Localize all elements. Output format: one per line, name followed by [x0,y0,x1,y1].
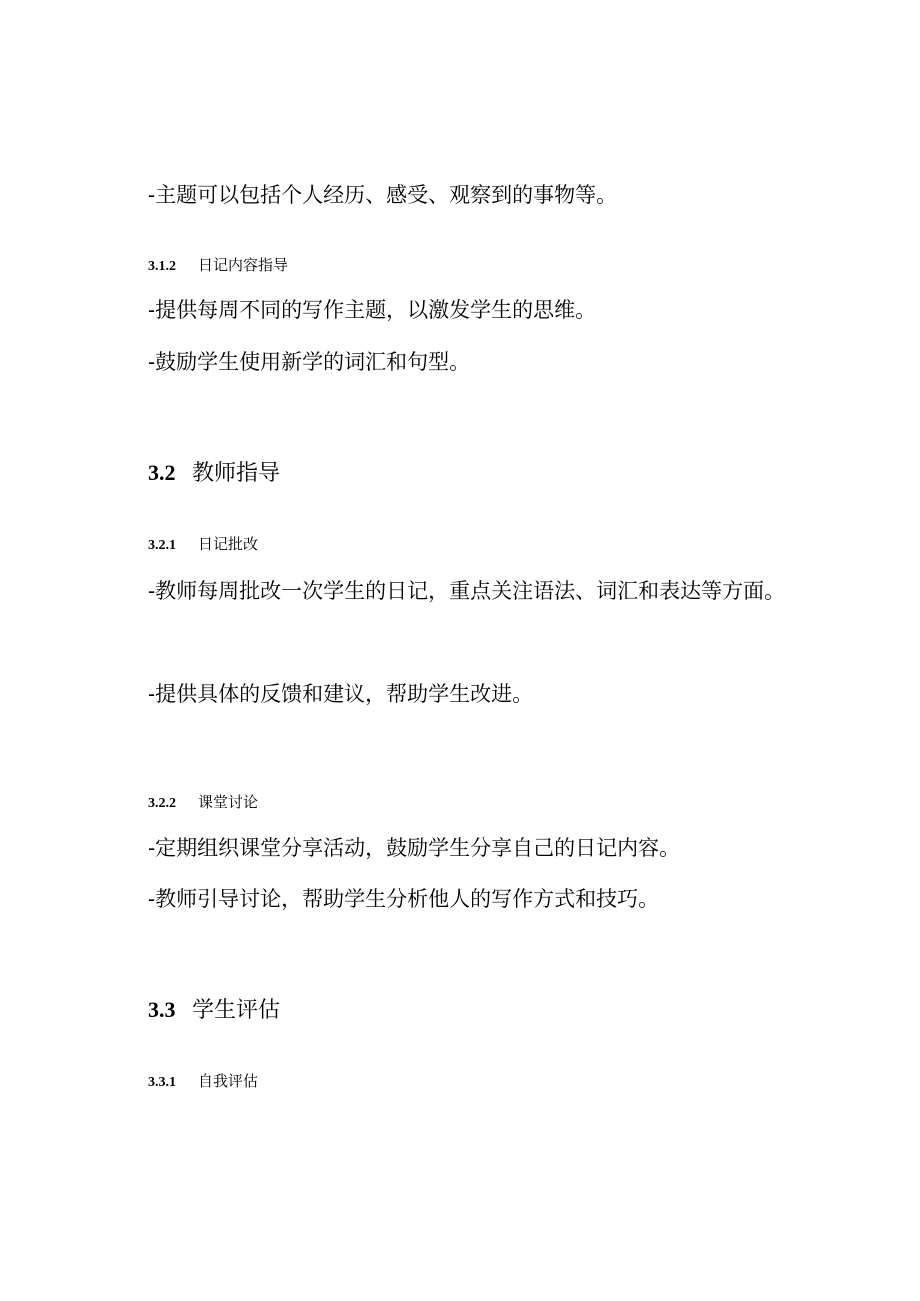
heading-3-3 [148,995,280,1026]
paragraph-topic-scope: -主题可以包括个人经历、感受、观察到的事物等。 [148,183,618,207]
heading-title: 学生评估 [192,998,281,1023]
heading-title: 日记内容指导 [198,256,289,274]
heading-3-1-2 [148,254,288,278]
heading-number: 3.1.2 [148,259,176,274]
heading-3-2-1 [148,533,258,557]
heading-number: 3.2.1 [148,538,176,553]
heading-3-3-1 [148,1070,258,1094]
heading-number: 3.2.2 [148,796,176,811]
heading-title: 教师指导 [192,461,281,486]
paragraph-new-vocabulary: -鼓励学生使用新学的词汇和句型。 [148,350,471,374]
paragraph-guided-discussion: -教师引导讨论，帮助学生分析他人的写作方式和技巧。 [148,887,660,911]
paragraph-class-sharing: -定期组织课堂分享活动，鼓励学生分享自己的日记内容。 [148,836,681,860]
heading-number: 3.3.1 [148,1075,176,1090]
heading-3-2-2 [148,791,258,815]
heading-3-2 [148,458,280,489]
paragraph-feedback: -提供具体的反馈和建议，帮助学生改进。 [148,682,534,706]
heading-number: 3.3 [148,997,176,1022]
heading-title: 日记批改 [198,535,259,553]
paragraph-weekly-topics: -提供每周不同的写作主题，以激发学生的思维。 [148,298,597,322]
heading-title: 自我评估 [198,1072,259,1090]
paragraph-diary-correction: -教师每周批改一次学生的日记，重点关注语法、词汇和表达等方面。 [148,579,786,603]
heading-title: 课堂讨论 [198,793,259,811]
heading-number: 3.2 [148,460,176,485]
